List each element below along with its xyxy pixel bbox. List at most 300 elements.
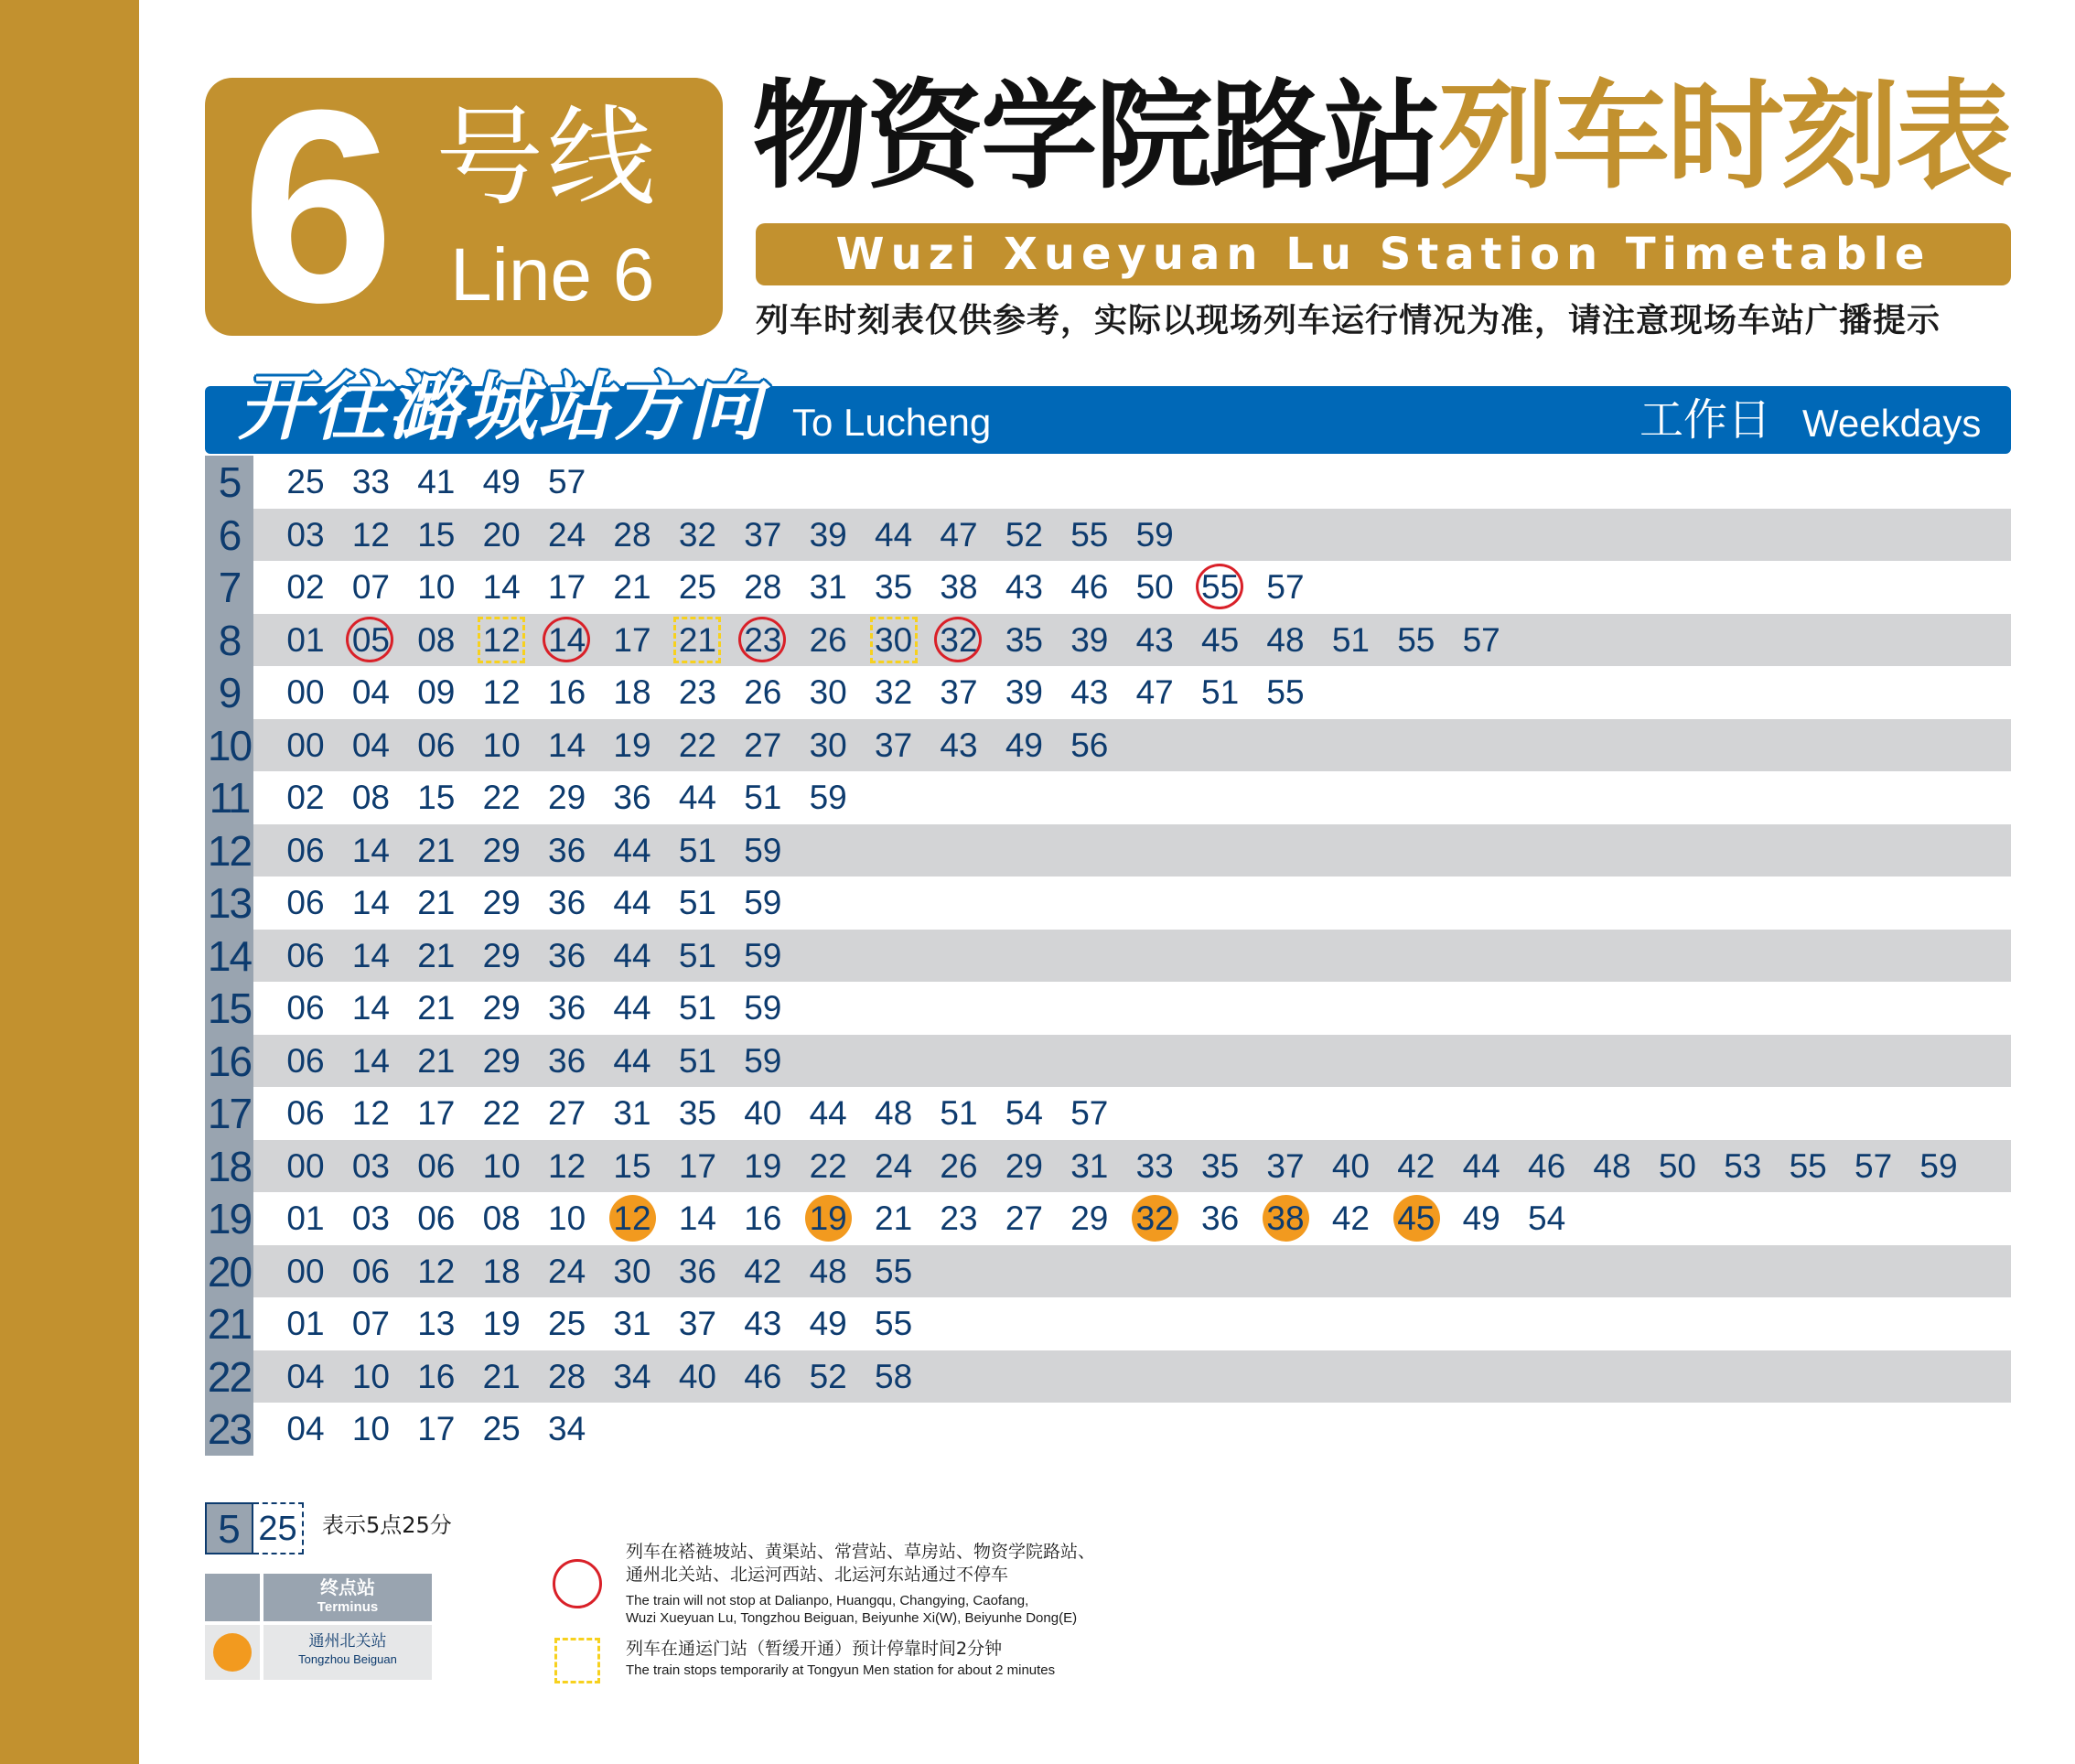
- minute-cell: 44: [613, 936, 651, 974]
- minute-cell: 37: [744, 515, 782, 554]
- minute-cell: 16: [417, 1357, 456, 1395]
- table-row: [205, 456, 2011, 509]
- minute-cell: 14: [351, 884, 390, 921]
- minute-cell: 06: [286, 884, 325, 921]
- minute-cell: 34: [613, 1357, 651, 1395]
- minute-cell-nostop: 14: [539, 614, 596, 667]
- minute-cell: 59: [744, 831, 782, 869]
- minute-cell: 51: [678, 831, 716, 869]
- minute-cell: 00: [286, 673, 325, 711]
- dashed-cn: 列车在通运门站（暂缓开通）预计停靠时间2分钟: [626, 1639, 1003, 1659]
- minute-cell: 55: [1070, 515, 1109, 554]
- minute-cell: 24: [875, 1146, 913, 1185]
- hour-label: 20: [205, 1245, 253, 1298]
- minute-cell: 22: [482, 779, 521, 816]
- minute-cell: 35: [875, 568, 913, 606]
- minute-cell: 43: [744, 1305, 782, 1342]
- minute-cell: 50: [1135, 568, 1174, 606]
- minute-cell: 44: [613, 831, 651, 869]
- minute-cell-dashed: 21: [669, 614, 726, 667]
- minute-cell: 23: [678, 673, 716, 711]
- minute-cell: 46: [1528, 1146, 1566, 1185]
- minute-cell: 12: [417, 1252, 456, 1290]
- minute-cell: 44: [678, 779, 716, 816]
- minute-cell: 06: [417, 1146, 456, 1185]
- minute-cell: 36: [548, 1041, 586, 1080]
- minute-cell: 52: [1005, 515, 1043, 554]
- minute-cell: 57: [548, 463, 586, 500]
- minute-cell: 40: [1331, 1146, 1370, 1185]
- minute-cell: 49: [1005, 726, 1043, 764]
- hour-label: 18: [205, 1140, 253, 1193]
- minute-cell: 29: [482, 831, 521, 869]
- minute-cell: 26: [809, 620, 847, 659]
- minute-cell: 03: [351, 1146, 390, 1185]
- minute-cell: 13: [417, 1305, 456, 1342]
- table-row: [205, 561, 2011, 614]
- legend-example-minute: 25: [253, 1502, 304, 1554]
- minute-cell: 10: [482, 726, 521, 764]
- minute-cell: 57: [1266, 568, 1305, 606]
- minute-cell: 01: [286, 620, 325, 659]
- minute-cell: 21: [417, 989, 456, 1027]
- minute-cell: 36: [548, 884, 586, 921]
- minute-cell: 08: [482, 1199, 521, 1237]
- minute-cell: 16: [744, 1199, 782, 1237]
- hour-label: 16: [205, 1035, 253, 1088]
- table-row: [205, 877, 2011, 930]
- minute-cell: 24: [548, 515, 586, 554]
- minute-cell: 47: [1135, 673, 1174, 711]
- minute-cell: 25: [482, 1410, 521, 1447]
- minute-cell: 43: [1070, 673, 1109, 711]
- minute-cell: 49: [482, 463, 521, 500]
- minute-cell: 35: [1005, 620, 1043, 659]
- minute-cell: 22: [678, 726, 716, 764]
- minute-cell: 06: [286, 1094, 325, 1132]
- minute-cell-terminus: 38: [1257, 1192, 1314, 1245]
- minute-cell: 51: [940, 1094, 978, 1132]
- table-row: [205, 982, 2011, 1035]
- terminus-station-en: Tongzhou Beiguan: [298, 1652, 397, 1666]
- minute-cell: 14: [351, 936, 390, 974]
- nostop-en-2: Wuzi Xueyuan Lu, Tongzhou Beiguan, Beiyunhe Xi(W), Beiyunhe Dong(E): [626, 1610, 1078, 1626]
- direction-cn: 开往潞城站方向: [238, 365, 763, 450]
- minute-cell: 17: [417, 1410, 456, 1447]
- page-title: [752, 69, 2010, 206]
- minute-cell: 55: [875, 1252, 913, 1290]
- minute-cell: 37: [678, 1305, 716, 1342]
- minute-cell: 34: [548, 1410, 586, 1447]
- hour-label: 9: [205, 666, 253, 719]
- minute-cell: 43: [940, 726, 978, 764]
- minute-cell: 44: [613, 989, 651, 1027]
- minute-cell: 29: [482, 1041, 521, 1080]
- minute-cell: 16: [548, 673, 586, 711]
- minute-cell: 29: [482, 884, 521, 921]
- minute-cell: 21: [417, 936, 456, 974]
- table-row: [205, 1192, 2011, 1245]
- hour-label: 19: [205, 1192, 253, 1245]
- minute-cell-dashed: 12: [473, 614, 530, 667]
- minute-cell: 04: [351, 726, 390, 764]
- minute-cell: 55: [1789, 1146, 1827, 1185]
- minute-cell: 36: [548, 936, 586, 974]
- minute-cell: 55: [1266, 673, 1305, 711]
- minute-cell: 27: [744, 726, 782, 764]
- table-row: [205, 824, 2011, 877]
- minute-cell: 36: [548, 989, 586, 1027]
- dashed-en: The train stops temporarily at Tongyun Men station for about 2 minutes: [626, 1662, 1056, 1678]
- terminus-legend-station: [263, 1625, 432, 1680]
- minute-cell: 42: [1331, 1199, 1370, 1237]
- minute-cell: 03: [286, 515, 325, 554]
- hour-label: 5: [205, 456, 253, 509]
- nostop-cn-2: 通州北关站、北运河西站、北运河东站通过不停车: [626, 1565, 1009, 1585]
- minute-cell: 14: [351, 831, 390, 869]
- minute-cell: 39: [1070, 620, 1109, 659]
- minute-cell: 44: [613, 884, 651, 921]
- minute-cell: 07: [351, 568, 390, 606]
- minute-cell: 21: [613, 568, 651, 606]
- minute-cell: 19: [744, 1146, 782, 1185]
- minute-cell: 04: [286, 1357, 325, 1395]
- direction-bar: [205, 365, 2011, 454]
- minute-cell: 39: [809, 515, 847, 554]
- minute-cell: 26: [744, 673, 782, 711]
- minute-cell: 21: [417, 884, 456, 921]
- minute-cell: 44: [875, 515, 913, 554]
- minute-cell: 33: [1135, 1146, 1174, 1185]
- minute-cell: 10: [417, 568, 456, 606]
- minute-cell: 37: [940, 673, 978, 711]
- minute-cell-terminus: 12: [604, 1192, 661, 1245]
- dashed-legend-text: [626, 1638, 1055, 1680]
- minute-cell: 22: [482, 1094, 521, 1132]
- table-row: [205, 719, 2011, 772]
- minute-cell: 17: [417, 1094, 456, 1132]
- minute-cell: 25: [548, 1305, 586, 1342]
- minute-cell: 57: [1462, 620, 1500, 659]
- table-row: [205, 614, 2011, 667]
- table-row: [205, 1035, 2011, 1088]
- minute-cell: 57: [1855, 1146, 1893, 1185]
- minute-cell: 42: [744, 1252, 782, 1290]
- minute-cell: 43: [1135, 620, 1174, 659]
- legend-example-hour: 5: [205, 1502, 253, 1554]
- minute-cell-dashed: 30: [865, 614, 922, 667]
- minute-cell: 53: [1724, 1146, 1762, 1185]
- minute-cell: 28: [613, 515, 651, 554]
- minute-cell: 49: [809, 1305, 847, 1342]
- title-suffix: 列车时刻表: [1438, 69, 2011, 205]
- minute-cell: 51: [744, 779, 782, 816]
- minute-cell: 06: [417, 726, 456, 764]
- minute-cell: 18: [613, 673, 651, 711]
- terminus-header-cn: 终点站: [320, 1576, 375, 1598]
- minute-cell: 42: [1397, 1146, 1435, 1185]
- minute-cell: 29: [1005, 1146, 1043, 1185]
- table-row: [205, 930, 2011, 983]
- minute-cell: 23: [940, 1199, 978, 1237]
- hour-label: 10: [205, 719, 253, 772]
- minute-cell: 59: [1135, 515, 1174, 554]
- minute-cell: 00: [286, 1252, 325, 1290]
- minute-cell-terminus: 19: [800, 1192, 856, 1245]
- minute-cell: 44: [1462, 1146, 1500, 1185]
- minute-cell: 24: [548, 1252, 586, 1290]
- minute-cell: 30: [613, 1252, 651, 1290]
- table-row: [205, 1403, 2011, 1456]
- table-row: [205, 771, 2011, 824]
- hour-label: 23: [205, 1403, 253, 1456]
- minute-cell: 31: [1070, 1146, 1109, 1185]
- minute-cell: 04: [351, 673, 390, 711]
- minute-cell: 07: [351, 1305, 390, 1342]
- minute-cell: 06: [286, 936, 325, 974]
- minute-cell: 04: [286, 1410, 325, 1447]
- minute-cell: 27: [1005, 1199, 1043, 1237]
- reference-note: 列车时刻表仅供参考，实际以现场列车运行情况为准，请注意现场车站广播提示: [756, 302, 1941, 339]
- minute-cell: 02: [286, 568, 325, 606]
- minute-cell: 41: [417, 463, 456, 500]
- minute-cell: 55: [875, 1305, 913, 1342]
- minute-cell: 43: [1005, 568, 1043, 606]
- minute-cell: 14: [351, 1041, 390, 1080]
- minute-cell: 40: [744, 1094, 782, 1132]
- hour-label: 17: [205, 1087, 253, 1140]
- minute-cell: 48: [809, 1252, 847, 1290]
- minute-cell: 03: [351, 1199, 390, 1237]
- terminus-legend-symbol-cell: [205, 1625, 260, 1680]
- minute-cell: 06: [286, 831, 325, 869]
- table-row: [205, 509, 2011, 562]
- table-row: [205, 1297, 2011, 1350]
- minute-cell: 19: [613, 726, 651, 764]
- terminus-legend-corner: [205, 1574, 260, 1621]
- minute-cell: 33: [351, 463, 390, 500]
- minute-cell: 10: [351, 1357, 390, 1395]
- nostop-en-1: The train will not stop at Dalianpo, Huangqu, Changying, Caofang,: [626, 1593, 1029, 1608]
- minute-cell: 37: [1266, 1146, 1305, 1185]
- minute-cell: 54: [1005, 1094, 1043, 1132]
- minute-cell: 30: [809, 673, 847, 711]
- minute-cell: 57: [1070, 1094, 1109, 1132]
- english-title: Wuzi Xueyuan Lu Station Timetable: [835, 229, 1931, 280]
- hour-label: 7: [205, 561, 253, 614]
- minute-cell: 14: [678, 1199, 716, 1237]
- minute-cell: 32: [875, 673, 913, 711]
- minute-cell: 21: [875, 1199, 913, 1237]
- minute-cell: 02: [286, 779, 325, 816]
- minute-cell: 47: [940, 515, 978, 554]
- minute-cell: 37: [875, 726, 913, 764]
- nostop-legend-text: [626, 1541, 1095, 1627]
- minute-cell: 36: [1201, 1199, 1240, 1237]
- minute-cell: 06: [286, 989, 325, 1027]
- minute-cell: 08: [417, 620, 456, 659]
- terminus-legend: [205, 1574, 432, 1680]
- minute-cell: 59: [744, 936, 782, 974]
- minute-cell: 10: [482, 1146, 521, 1185]
- terminus-legend-header: [263, 1574, 432, 1621]
- hour-label: 13: [205, 877, 253, 930]
- minute-cell: 25: [286, 463, 325, 500]
- minute-cell: 10: [351, 1410, 390, 1447]
- minute-cell: 21: [417, 1041, 456, 1080]
- hour-label: 6: [205, 509, 253, 562]
- minute-cell: 14: [482, 568, 521, 606]
- table-row: [205, 1245, 2011, 1298]
- minute-cell: 59: [1919, 1146, 1958, 1185]
- hour-label: 8: [205, 614, 253, 667]
- minute-cell: 15: [417, 515, 456, 554]
- minute-cell: 49: [1462, 1199, 1500, 1237]
- minute-cell: 59: [744, 884, 782, 921]
- minute-cell: 06: [286, 1041, 325, 1080]
- minute-cell: 35: [1201, 1146, 1240, 1185]
- minute-cell: 59: [809, 779, 847, 816]
- minute-cell: 28: [744, 568, 782, 606]
- minute-cell: 17: [548, 568, 586, 606]
- minute-cell: 27: [548, 1094, 586, 1132]
- minute-cell: 22: [809, 1146, 847, 1185]
- table-row: [205, 1087, 2011, 1140]
- minute-cell: 15: [613, 1146, 651, 1185]
- red-circle-icon: [553, 1559, 602, 1608]
- title-station: 物资学院路站: [752, 69, 1439, 205]
- minute-cell-nostop: 05: [342, 614, 399, 667]
- hour-label: 21: [205, 1297, 253, 1350]
- minute-cell: 14: [548, 726, 586, 764]
- day-type-en: Weekdays: [1802, 402, 1982, 445]
- minute-cell: 51: [678, 884, 716, 921]
- timetable-grid: [205, 456, 2011, 1456]
- legend-example-text: 表示5点25分: [322, 1512, 452, 1538]
- minute-cell: 25: [678, 568, 716, 606]
- minute-cell: 08: [351, 779, 390, 816]
- minute-cell: 30: [809, 726, 847, 764]
- line-badge: [205, 52, 723, 360]
- minute-cell: 44: [809, 1094, 847, 1132]
- minute-cell: 31: [809, 568, 847, 606]
- minute-cell: 39: [1005, 673, 1043, 711]
- minute-cell: 56: [1070, 726, 1109, 764]
- nostop-cn-1: 列车在褡裢坡站、黄渠站、常营站、草房站、物资学院路站、: [626, 1542, 1096, 1562]
- hour-label: 15: [205, 982, 253, 1035]
- english-title-banner: [756, 223, 2011, 285]
- minute-cell: 50: [1658, 1146, 1696, 1185]
- minute-cell: 48: [875, 1094, 913, 1132]
- minute-cell: 59: [744, 1041, 782, 1080]
- minute-cell: 18: [482, 1252, 521, 1290]
- orange-dot-icon: [213, 1633, 252, 1672]
- minute-cell: 36: [678, 1252, 716, 1290]
- minute-cell-nostop: 32: [930, 614, 987, 667]
- minute-cell-nostop: 23: [735, 614, 791, 667]
- minute-cell: 29: [548, 779, 586, 816]
- minute-cell: 17: [678, 1146, 716, 1185]
- minute-cell: 17: [613, 620, 651, 659]
- line-label-en: Line 6: [450, 233, 655, 317]
- minute-cell: 51: [1201, 673, 1240, 711]
- minute-cell: 40: [678, 1357, 716, 1395]
- minute-cell: 55: [1397, 620, 1435, 659]
- terminus-station-cn: 通州北关站: [308, 1632, 387, 1651]
- minute-cell: 51: [1331, 620, 1370, 659]
- minute-cell: 52: [809, 1357, 847, 1395]
- minute-cell: 21: [482, 1357, 521, 1395]
- minute-cell: 36: [613, 779, 651, 816]
- minute-cell: 00: [286, 726, 325, 764]
- minute-cell: 36: [548, 831, 586, 869]
- minute-cell: 14: [351, 989, 390, 1027]
- minute-cell-terminus: 32: [1126, 1192, 1183, 1245]
- minute-cell: 29: [482, 989, 521, 1027]
- minute-cell: 12: [482, 673, 521, 711]
- minute-cell: 29: [482, 936, 521, 974]
- minute-cell: 31: [613, 1305, 651, 1342]
- minute-cell-nostop: 55: [1192, 561, 1249, 614]
- minute-cell: 59: [744, 989, 782, 1027]
- minute-cell: 35: [678, 1094, 716, 1132]
- minute-cell: 19: [482, 1305, 521, 1342]
- minute-cell: 12: [351, 515, 390, 554]
- minute-cell: 15: [417, 779, 456, 816]
- minute-cell: 28: [548, 1357, 586, 1395]
- minute-cell: 51: [678, 989, 716, 1027]
- yellow-dashed-box-icon: [554, 1638, 600, 1683]
- minute-cell: 45: [1201, 620, 1240, 659]
- minute-cell: 12: [548, 1146, 586, 1185]
- hour-label: 11: [205, 771, 253, 824]
- minute-cell: 58: [875, 1357, 913, 1395]
- minute-cell: 01: [286, 1199, 325, 1237]
- minute-cell-terminus: 45: [1388, 1192, 1445, 1245]
- minute-cell: 12: [351, 1094, 390, 1132]
- minute-cell: 20: [482, 515, 521, 554]
- minute-cell: 21: [417, 831, 456, 869]
- table-row: [205, 666, 2011, 719]
- minute-cell: 26: [940, 1146, 978, 1185]
- table-row: [205, 1140, 2011, 1193]
- minute-cell: 32: [678, 515, 716, 554]
- minute-cell: 00: [286, 1146, 325, 1185]
- minute-cell: 44: [613, 1041, 651, 1080]
- side-bar: [0, 0, 139, 1764]
- minute-cell: 51: [678, 936, 716, 974]
- minute-cell: 09: [417, 673, 456, 711]
- hour-label: 14: [205, 930, 253, 983]
- table-row: [205, 1350, 2011, 1404]
- minute-cell: 29: [1070, 1199, 1109, 1237]
- direction-en: To Lucheng: [792, 401, 992, 444]
- minute-cell: 38: [940, 568, 978, 606]
- minute-cell: 46: [1070, 568, 1109, 606]
- terminus-header-en: Terminus: [317, 1599, 379, 1615]
- minute-cell: 06: [417, 1199, 456, 1237]
- minute-cell: 48: [1593, 1146, 1631, 1185]
- minute-cell: 48: [1266, 620, 1305, 659]
- hour-label: 22: [205, 1350, 253, 1404]
- minute-cell: 01: [286, 1305, 325, 1342]
- minute-cell: 54: [1528, 1199, 1566, 1237]
- minute-cell: 31: [613, 1094, 651, 1132]
- line-number: 6: [242, 52, 394, 360]
- minute-cell: 46: [744, 1357, 782, 1395]
- minute-cell: 51: [678, 1041, 716, 1080]
- line-label-cn: 号线: [435, 94, 660, 220]
